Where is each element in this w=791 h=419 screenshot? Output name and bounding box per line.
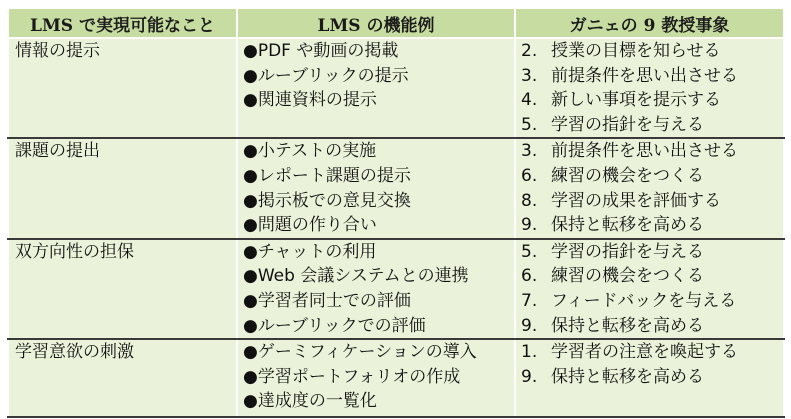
category-cell: 学習意欲の刺激 bbox=[8, 339, 237, 417]
events-cell bbox=[515, 339, 784, 417]
event-item bbox=[521, 164, 783, 189]
event-item bbox=[521, 139, 783, 164]
event-text: フィードバックを与える bbox=[551, 290, 737, 311]
feature-item: ●チャットの利用 bbox=[243, 241, 377, 262]
event-text: 保持と転移を高める bbox=[551, 215, 704, 236]
feature-item: ●学習者同士での評価 bbox=[243, 290, 411, 311]
event-number: 9. bbox=[521, 366, 538, 387]
feature-item: ●関連資料の提示 bbox=[243, 90, 377, 111]
event-number: 5. bbox=[521, 114, 538, 135]
event-number: 7. bbox=[521, 290, 538, 311]
header-gagne-nine-events: ガニェの 9 教授事象 bbox=[515, 8, 784, 38]
feature-item: ●ルーブリックの提示 bbox=[243, 65, 409, 86]
feature-item: ●問題の作り合い bbox=[243, 215, 377, 236]
header-lms-feature-examples: LMS の機能例 bbox=[237, 8, 515, 38]
event-item bbox=[521, 189, 783, 214]
table-row bbox=[8, 38, 784, 138]
event-item bbox=[521, 365, 783, 390]
event-text: 前提条件を思い出させる bbox=[551, 141, 738, 162]
event-number: 6. bbox=[521, 266, 538, 287]
features-cell bbox=[237, 339, 515, 417]
feature-item: ●PDF や動画の掲載 bbox=[243, 41, 399, 61]
table-row bbox=[8, 339, 784, 417]
events-cell bbox=[515, 239, 784, 339]
event-text: 学習の指針を与える bbox=[551, 114, 704, 135]
event-number: 3. bbox=[521, 65, 538, 86]
event-item bbox=[521, 289, 783, 314]
features-cell bbox=[237, 138, 515, 238]
event-item bbox=[521, 88, 783, 113]
feature-item: ●学習ポートフォリオの作成 bbox=[243, 366, 461, 387]
event-number: 6. bbox=[521, 165, 538, 186]
event-number: 1. bbox=[521, 342, 538, 363]
event-text: 保持と転移を高める bbox=[551, 315, 704, 336]
table-body bbox=[8, 38, 784, 417]
event-number: 4. bbox=[521, 90, 538, 111]
event-item bbox=[521, 213, 783, 238]
header-row bbox=[8, 8, 784, 38]
features-cell bbox=[237, 38, 515, 138]
feature-item: ●掲示板での意見交換 bbox=[243, 190, 411, 211]
feature-item: ●レポート課題の提示 bbox=[243, 165, 411, 186]
category-cell: 情報の提示 bbox=[8, 38, 237, 138]
event-item bbox=[521, 340, 783, 365]
event-number: 9. bbox=[521, 315, 538, 336]
table-row bbox=[8, 138, 784, 238]
event-item bbox=[521, 39, 783, 64]
feature-item: ●Web 会議システムとの連携 bbox=[243, 266, 469, 287]
event-text: 学習者の注意を喚起する bbox=[551, 342, 738, 363]
header-lms-capability: LMS で実現可能なこと bbox=[8, 8, 237, 38]
table-row bbox=[8, 239, 784, 339]
event-number: 3. bbox=[521, 141, 538, 162]
category-cell: 課題の提出 bbox=[8, 138, 237, 238]
event-number: 2. bbox=[521, 41, 538, 61]
event-item bbox=[521, 240, 783, 265]
event-item bbox=[521, 113, 783, 138]
feature-item: ●ルーブリックでの評価 bbox=[243, 315, 426, 336]
feature-item: ●達成度の一覧化 bbox=[243, 391, 377, 412]
event-number: 8. bbox=[521, 190, 538, 211]
event-text: 保持と転移を高める bbox=[551, 366, 704, 387]
event-item bbox=[521, 64, 783, 89]
event-number: 9. bbox=[521, 215, 538, 236]
event-text: 新しい事項を提示する bbox=[551, 90, 721, 111]
event-number: 5. bbox=[521, 241, 538, 262]
event-text: 前提条件を思い出させる bbox=[551, 65, 738, 86]
event-item bbox=[521, 264, 783, 289]
events-cell bbox=[515, 138, 784, 238]
event-text: 練習の機会をつくる bbox=[551, 266, 704, 287]
events-cell bbox=[515, 38, 784, 138]
event-text: 練習の機会をつくる bbox=[551, 165, 704, 186]
features-cell bbox=[237, 239, 515, 339]
feature-item: ●小テストの実施 bbox=[243, 141, 377, 162]
event-text: 学習の指針を与える bbox=[551, 241, 704, 262]
category-cell: 双方向性の担保 bbox=[8, 239, 237, 339]
event-text: 学習の成果を評価する bbox=[551, 190, 721, 211]
feature-item: ●ゲーミフィケーションの導入 bbox=[243, 342, 477, 363]
lms-gagne-table bbox=[7, 7, 785, 418]
event-item bbox=[521, 314, 783, 339]
event-text: 授業の目標を知らせる bbox=[551, 41, 721, 61]
